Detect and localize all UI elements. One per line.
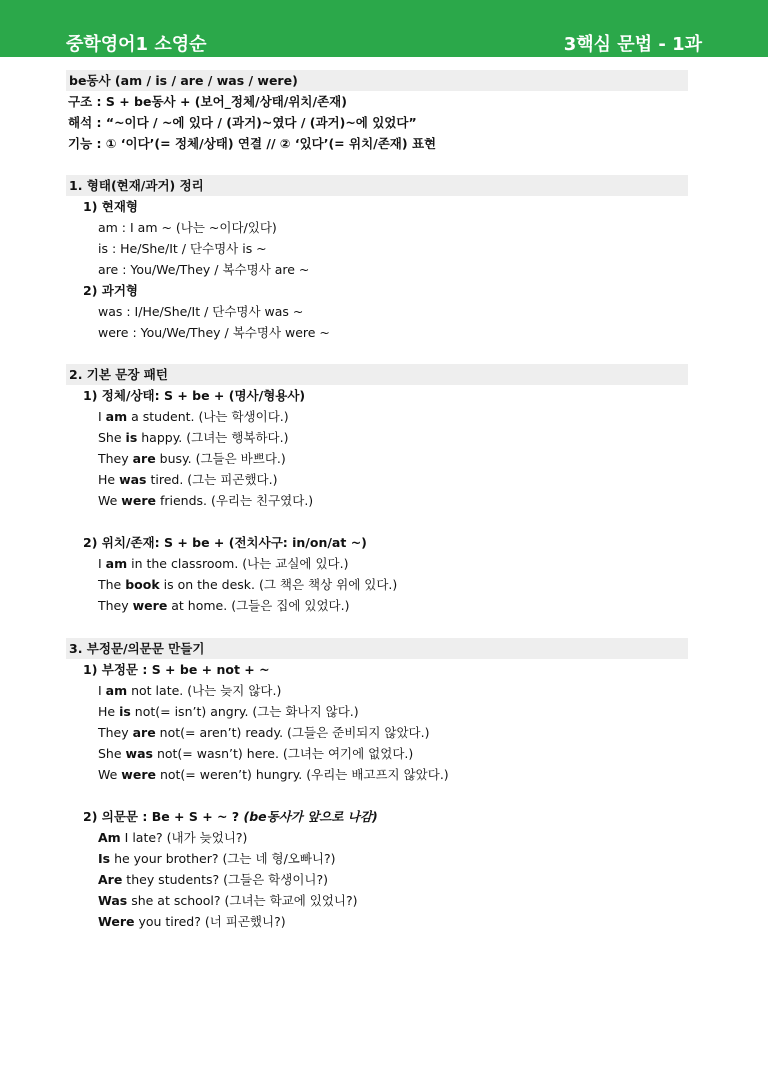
example-sentence: Am I late? (내가 늦었니?): [98, 830, 248, 845]
present-line: am : I am ~ (나는 ~이다/있다): [98, 220, 277, 235]
example-sentence: We were friends. (우리는 친구였다.): [98, 493, 314, 508]
book-title: 중학영어1 소영순: [66, 34, 207, 55]
example-sentence: He was tired. (그는 피곤했다.): [98, 472, 278, 487]
example-sentence: The book is on the desk. (그 책은 책상 위에 있다.): [98, 577, 398, 592]
example-sentence: I am in the classroom. (나는 교실에 있다.): [98, 556, 349, 571]
intro-title: be동사 (am / is / are / was / were): [66, 70, 688, 91]
example-sentence: I am a student. (나는 학생이다.): [98, 409, 289, 424]
section-3-title: 3. 부정문/의문문 만들기: [66, 638, 688, 659]
intro-function: 기능 : ① ‘이다’(= 정체/상태) 연결 // ② ‘있다’(= 위치/존재) 표현: [68, 136, 437, 151]
intro-structure: 구조 : S + be동사 + (보어_정체/상태/위치/존재): [68, 94, 347, 109]
section-1-sub1: 1) 현재형: [83, 199, 138, 214]
lesson-title: 3핵심 문법 - 1과: [563, 34, 702, 55]
header-bar: [0, 0, 768, 57]
section-1-title: 1. 형태(현재/과거) 정리: [66, 175, 688, 196]
example-sentence: He is not(= isn’t) angry. (그는 화나지 않다.): [98, 704, 359, 719]
example-sentence: They are busy. (그들은 바쁘다.): [98, 451, 286, 466]
section-3-sub2: 2) 의문문 : Be + S + ~ ? (be동사가 앞으로 나감): [83, 809, 378, 824]
past-line: was : I/He/She/It / 단수명사 was ~: [98, 304, 304, 319]
present-line: are : You/We/They / 복수명사 are ~: [98, 262, 310, 277]
example-sentence: Are they students? (그들은 학생이니?): [98, 872, 328, 887]
example-sentence: We were not(= weren’t) hungry. (우리는 배고프지 않았다.): [98, 767, 449, 782]
example-sentence: I am not late. (나는 늦지 않다.): [98, 683, 282, 698]
example-sentence: She is happy. (그녀는 행복하다.): [98, 430, 289, 445]
section-2-sub2: 2) 위치/존재: S + be + (전치사구: in/on/at ~): [83, 535, 367, 550]
section-3-sub1: 1) 부정문 : S + be + not + ~: [83, 662, 270, 677]
example-sentence: They are not(= aren’t) ready. (그들은 준비되지 않았다.): [98, 725, 430, 740]
section-2-sub1: 1) 정체/상태: S + be + (명사/형용사): [83, 388, 306, 403]
example-sentence: Is he your brother? (그는 네 형/오빠니?): [98, 851, 336, 866]
past-line: were : You/We/They / 복수명사 were ~: [98, 325, 330, 340]
example-sentence: Was she at school? (그녀는 학교에 있었니?): [98, 893, 358, 908]
example-sentence: They were at home. (그들은 집에 있었다.): [98, 598, 350, 613]
example-sentence: She was not(= wasn’t) here. (그녀는 여기에 없었다.): [98, 746, 414, 761]
section-2-title: 2. 기본 문장 패턴: [66, 364, 688, 385]
example-sentence: Were you tired? (너 피곤했니?): [98, 914, 286, 929]
present-line: is : He/She/It / 단수명사 is ~: [98, 241, 267, 256]
section-3-sub2-note: (be동사가 앞으로 나감): [243, 809, 378, 824]
intro-meaning: 해석 : “~이다 / ~에 있다 / (과거)~였다 / (과거)~에 있었다”: [68, 115, 417, 130]
section-1-sub2: 2) 과거형: [83, 283, 138, 298]
